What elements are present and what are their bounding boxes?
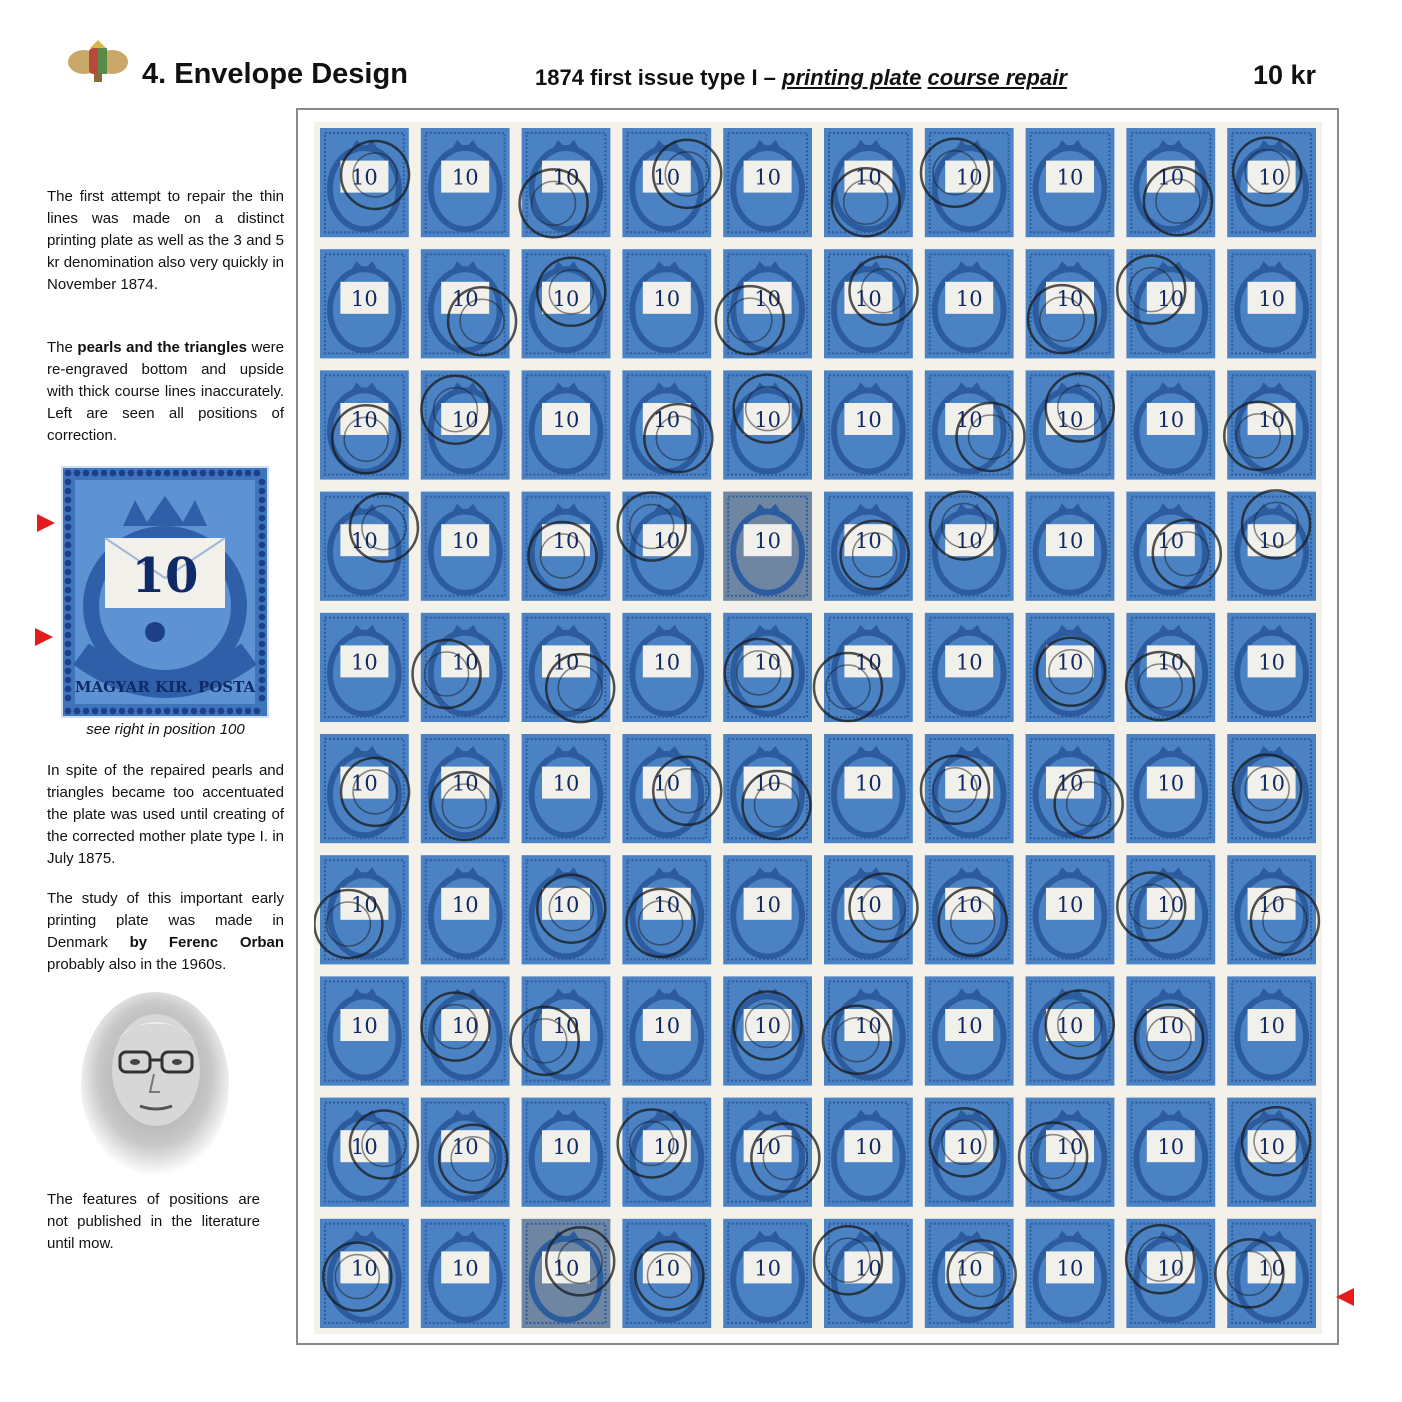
stamp-position-18 [1026,249,1115,358]
stamp-position-55 [723,734,812,843]
usage-paragraph: In spite of the repaired pearls and triangles became too accentuated the plate was used until creating of the corrected mother plate type I. in July 1875. [47,762,284,867]
stamp-value: 10 [451,1014,479,1038]
denomination-label: 10 kr [1253,60,1317,90]
stamp-position-34 [618,492,711,601]
stamp-position-73 [511,976,611,1085]
stamp-position-11 [320,249,409,358]
stamp-value: 10 [754,771,781,796]
stamp-value: 10 [1258,650,1285,675]
stamp-position-68 [1026,855,1115,964]
stamp-value: 10 [552,1014,580,1038]
stamp-position-40 [1227,490,1316,600]
stamp-position-16 [824,249,917,358]
stamp-position-6 [824,128,913,237]
stamp-value: 10 [1157,1135,1185,1160]
stamp-value: 10 [1056,286,1084,311]
stamp-value: 10 [1258,1135,1285,1160]
stamp-value: 10 [552,529,580,554]
stamp-value: 10 [1258,892,1285,917]
stamp-position-22 [421,370,510,479]
stamp-value: 10 [754,165,781,190]
stamp-value: 10 [552,892,580,917]
stamp-value: 10 [653,1014,681,1038]
stamp-position-69 [1117,855,1215,964]
stamp-position-100 [1215,1219,1316,1328]
stamp-position-60 [1227,734,1316,843]
stamp-position-3 [520,128,611,237]
study-text-pre: The study of this important early printing plate was made in Denmark [47,890,284,951]
stamp-position-97 [925,1219,1016,1328]
stamp-position-56 [824,734,913,843]
stamp-value: 10 [653,529,681,554]
stamp-position-9 [1126,128,1215,237]
stamp-position-64 [622,855,711,964]
portrait-photo [80,992,230,1177]
stamp-value: 10 [955,529,983,554]
stamp-sheet-grid [314,122,1322,1334]
stamp-value: 10 [351,1256,378,1281]
stamp-value: 10 [955,650,983,675]
stamp-position-67 [925,855,1014,964]
stamp-value: 10 [1157,408,1185,432]
stamp-position-28 [1026,370,1115,479]
stamp-position-53 [522,734,611,843]
stamp-position-12 [421,249,516,358]
features-paragraph: The features of positions are not published in the literature until mow. [47,1191,260,1252]
stamp-value: 10 [1258,771,1285,796]
stamp-value: 10 [351,771,378,796]
stamp-position-76 [823,976,913,1085]
stamp-position-17 [925,249,1014,358]
stamp-position-74 [622,976,711,1085]
stamp-position-13 [522,249,611,358]
stamp-position-58 [1026,734,1123,843]
stamp-position-94 [622,1219,711,1328]
stamp-position-61 [314,855,408,964]
stamp-value: 10 [955,1135,983,1160]
stamp-position-86 [824,1098,913,1207]
stamp-position-72 [421,976,510,1085]
stamp-position-4 [622,128,721,237]
stamp-value: 10 [1258,408,1285,432]
stamp-position-80 [1227,976,1316,1085]
stamp-position-37 [925,491,1014,600]
stamp-position-70 [1227,855,1319,964]
stamp-position-19 [1117,249,1215,358]
stamp-position-25 [723,370,812,479]
stamp-value: 10 [1157,286,1185,311]
stamp-position-10 [1227,128,1316,237]
stamp-value: 10 [754,529,781,554]
stamp-position-84 [618,1098,711,1207]
stamp-value: 10 [955,771,983,796]
stamp-position-75 [723,976,812,1085]
stamp-value: 10 [653,1256,681,1281]
stamp-value: 10 [653,165,681,190]
enlarged-stamp-value: 10 [131,548,199,604]
stamp-position-24 [622,370,712,479]
stamp-position-38 [1026,492,1115,601]
stamp-position-90 [1227,1098,1316,1207]
stamp-value: 10 [351,165,378,190]
page-title: 4. Envelope Design [142,58,408,90]
stamp-value: 10 [1056,408,1084,432]
stamp-value: 10 [855,529,882,554]
stamp-value: 10 [552,1256,580,1281]
stamp-value: 10 [1157,1256,1185,1281]
stamp-value: 10 [855,165,882,190]
stamp-value: 10 [754,1135,781,1160]
stamp-position-43 [522,613,615,722]
stamp-value: 10 [754,650,781,675]
subtitle-course-repair: course repair [927,65,1067,90]
stamp-position-99 [1126,1219,1215,1328]
stamp-value: 10 [1056,529,1084,554]
stamp-position-1 [320,128,409,237]
stamp-position-91 [320,1219,409,1328]
stamp-position-85 [723,1098,819,1207]
stamp-value: 10 [1157,165,1185,190]
stamp-value: 10 [552,650,580,675]
stamp-value: 10 [955,1014,983,1038]
stamp-value: 10 [653,892,681,917]
marker-arrow-bottom [35,628,53,646]
stamp-value: 10 [1157,650,1185,675]
stamp-position-23 [522,370,611,479]
stamp-value: 10 [754,1256,781,1281]
stamp-position-52 [421,734,510,843]
stamp-position-45 [723,613,812,722]
stamp-position-81 [320,1098,418,1207]
stamp-value: 10 [552,1135,580,1160]
enlarged-stamp-inscription: MAGYAR KIR. POSTA [74,678,256,696]
stamp-value: 10 [1157,771,1185,796]
stamp-value: 10 [1056,771,1084,796]
stamp-position-62 [421,855,510,964]
stamp-value: 10 [351,408,378,432]
position-100-arrow [1336,1288,1354,1306]
stamp-value: 10 [552,408,580,432]
marker-arrow-top [37,514,55,532]
stamp-value: 10 [754,408,781,432]
stamp-value: 10 [351,529,378,554]
stamp-value: 10 [1258,165,1285,190]
intro-paragraph: The first attempt to repair the thin lines was made on a distinct printing plate as well as the 3 and 5 kr denomination also very quickly in November 1874. [47,188,284,293]
stamp-position-95 [723,1219,812,1328]
stamp-position-51 [320,734,409,843]
stamp-position-20 [1227,249,1316,358]
stamp-position-89 [1126,1098,1215,1207]
enlarged-stamp-image [61,466,269,718]
stamp-value: 10 [1056,1256,1084,1281]
study-text-bold: by Ferenc Orban [129,934,284,951]
stamp-value: 10 [855,1256,882,1281]
stamp-value: 10 [451,529,479,554]
stamp-position-93 [522,1219,615,1328]
stamp-value: 10 [1056,650,1084,675]
stamp-position-66 [824,855,917,964]
stamp-position-98 [1026,1219,1115,1328]
stamp-value: 10 [855,771,882,796]
stamp-value: 10 [451,1256,479,1281]
stamp-position-77 [925,976,1014,1085]
stamp-position-83 [522,1098,611,1207]
stamp-value: 10 [653,286,681,311]
stamp-position-82 [421,1098,510,1207]
stamp-sheet [296,108,1339,1345]
subtitle-printing-plate: printing plate [782,65,922,90]
stamp-value: 10 [351,1014,378,1038]
stamp-value: 10 [351,892,378,917]
stamp-value: 10 [351,650,378,675]
stamp-value: 10 [1157,1014,1185,1038]
stamp-caption: see right in position 100 [86,721,245,738]
stamp-position-31 [320,492,418,601]
stamp-position-78 [1026,976,1115,1085]
coat-of-arms-icon [66,38,130,84]
stamp-value: 10 [451,286,479,311]
stamp-position-88 [1019,1098,1114,1207]
stamp-value: 10 [1157,529,1185,554]
stamp-position-14 [622,249,711,358]
stamp-position-65 [723,855,812,964]
stamp-position-42 [413,613,510,722]
stamp-position-49 [1126,613,1215,722]
stamp-position-39 [1126,492,1220,601]
stamp-position-87 [925,1098,1014,1207]
stamp-value: 10 [1258,1014,1285,1038]
stamp-value: 10 [1258,286,1285,311]
stamp-position-27 [925,370,1025,479]
stamp-value: 10 [653,650,681,675]
stamp-value: 10 [552,165,580,190]
stamp-position-8 [1026,128,1115,237]
stamp-value: 10 [451,1135,479,1160]
stamp-value: 10 [451,408,479,432]
stamp-value: 10 [451,771,479,796]
stamp-position-71 [320,976,409,1085]
stamp-position-30 [1224,370,1316,479]
stamp-value: 10 [1056,165,1084,190]
stamp-position-7 [921,128,1014,237]
stamp-position-47 [925,613,1014,722]
stamp-position-48 [1026,613,1115,722]
study-text-post: probably also in the 1960s. [47,956,227,973]
stamp-position-29 [1126,370,1215,479]
stamp-position-35 [723,492,812,601]
repair-text-post: were re-engraved bottom and upside with thick course lines inaccurately. Left are seen all positions of correction. [47,339,284,444]
stamp-value: 10 [754,892,781,917]
stamp-position-33 [522,492,611,601]
stamp-position-15 [716,249,812,358]
stamp-position-50 [1227,613,1316,722]
stamp-position-26 [824,370,913,479]
stamp-value: 10 [653,408,681,432]
stamp-value: 10 [552,771,580,796]
subtitle-prefix: 1874 first issue type I – [535,65,783,90]
stamp-value: 10 [955,1256,983,1281]
page-subtitle [535,65,1067,91]
stamp-position-41 [320,613,409,722]
stamp-value: 10 [955,286,983,311]
stamp-value: 10 [351,286,378,311]
stamp-position-5 [723,128,812,237]
stamp-value: 10 [855,286,882,311]
stamp-value: 10 [955,892,983,917]
stamp-position-59 [1126,734,1215,843]
stamp-position-21 [320,370,409,479]
stamp-value: 10 [1056,892,1084,917]
stamp-value: 10 [1157,892,1185,917]
stamp-position-36 [824,492,913,601]
stamp-value: 10 [855,892,882,917]
stamp-position-63 [522,855,611,964]
stamp-position-96 [814,1219,913,1328]
stamp-position-57 [921,734,1014,843]
stamp-value: 10 [552,286,580,311]
stamp-value: 10 [451,892,479,917]
stamp-position-32 [421,492,510,601]
repair-paragraph [47,337,284,447]
stamp-position-2 [421,128,510,237]
stamp-value: 10 [955,165,983,190]
study-paragraph [47,888,284,976]
stamp-position-46 [814,613,913,722]
stamp-position-54 [622,734,721,843]
stamp-value: 10 [451,165,479,190]
stamp-value: 10 [1056,1135,1084,1160]
stamp-value: 10 [1258,529,1285,554]
stamp-position-79 [1126,976,1215,1085]
stamp-value: 10 [855,408,882,432]
stamp-value: 10 [855,1014,882,1038]
stamp-value: 10 [1056,1014,1084,1038]
stamp-value: 10 [855,650,882,675]
repair-text-pre: The [47,339,78,356]
stamp-value: 10 [451,650,479,675]
stamp-value: 10 [653,771,681,796]
stamp-value: 10 [1258,1256,1285,1281]
stamp-value: 10 [754,1014,781,1038]
stamp-value: 10 [754,286,781,311]
stamp-position-92 [421,1219,510,1328]
stamp-position-44 [622,613,711,722]
repair-text-bold: pearls and the triangles [77,339,247,356]
stamp-value: 10 [955,408,983,432]
stamp-value: 10 [653,1135,681,1160]
stamp-value: 10 [351,1135,378,1160]
stamp-value: 10 [855,1135,882,1160]
